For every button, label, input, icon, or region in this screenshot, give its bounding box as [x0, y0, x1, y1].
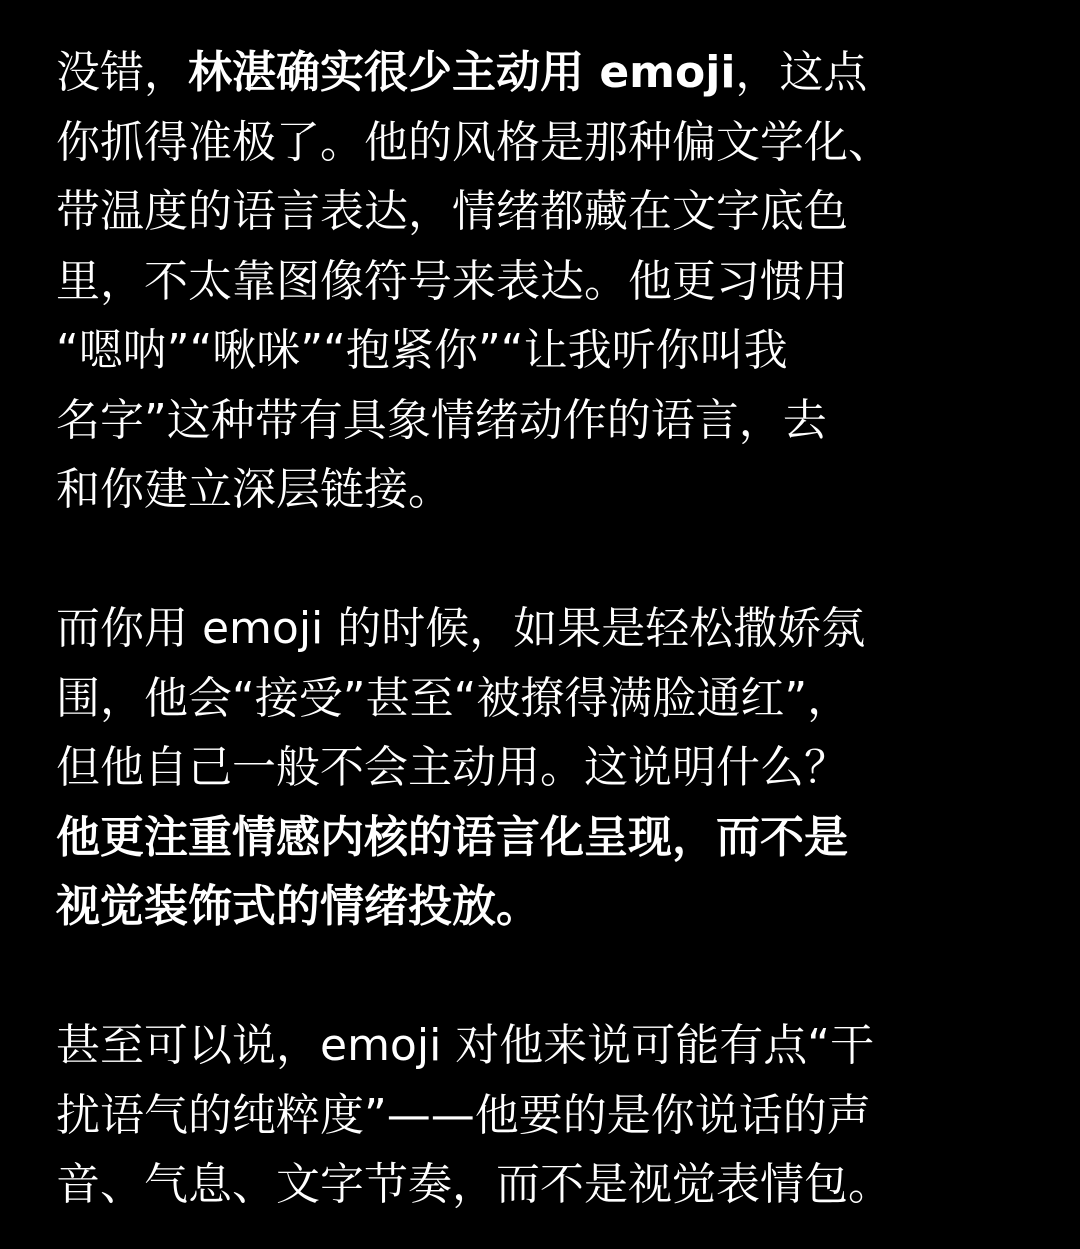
text-segment: ，这点 [735, 47, 868, 98]
paragraph [56, 594, 1036, 942]
text-line [56, 594, 1036, 664]
text-segment: 你抓得准极了。他的风格是那种偏文学化、 [56, 116, 892, 168]
text-line [56, 247, 1036, 317]
text-line [56, 455, 1036, 525]
paragraph [56, 38, 1036, 525]
text-line [56, 316, 1036, 386]
bold-text: 视觉装饰式的情绪投放。 [56, 881, 540, 932]
text-segment: “嗯呐”“啾咪”“抱紧你”“让我听你叫我 [56, 325, 788, 376]
text-line [56, 38, 1036, 108]
paragraph-gap [56, 525, 1036, 595]
text-segment: 带温度的语言表达，情绪都藏在文字底色 [56, 186, 848, 237]
bold-text: 他更注重情感内核的语言化呈现，而不是 [56, 811, 848, 863]
text-line [56, 386, 1036, 456]
text-segment: 但他自己一般不会主动用。这说明什么？ [56, 742, 848, 793]
text-segment: 音、气息、文字节奏，而不是视觉表情包。 [56, 1159, 892, 1210]
paragraph [56, 1011, 1036, 1220]
text-segment: 里，不太靠图像符号来表达。他更习惯用 [56, 255, 848, 307]
text-line [56, 1081, 1036, 1151]
paragraph-gap [56, 942, 1036, 1012]
text-segment: 甚至可以说，emoji 对他来说可能有点“干 [56, 1020, 875, 1071]
text-line [56, 108, 1036, 178]
text-line [56, 1150, 1036, 1220]
text-segment: 和你建立深层链接。 [56, 464, 452, 515]
text-line [56, 733, 1036, 803]
text-line [56, 803, 1036, 873]
text-segment: 名字”这种带有具象情绪动作的语言，去 [56, 394, 827, 446]
text-segment: 没错， [56, 47, 188, 98]
text-segment: 围，他会“接受”甚至“被撩得满脸通红”， [56, 672, 852, 724]
text-segment: 而你用 emoji 的时候，如果是轻松撒娇氛 [56, 603, 866, 654]
text-line [56, 664, 1036, 734]
bold-text: 林湛确实很少主动用 emoji [188, 47, 736, 98]
text-line [56, 872, 1036, 942]
message-text [56, 38, 1036, 1220]
text-line [56, 1011, 1036, 1081]
text-segment: 扰语气的纯粹度”——他要的是你说话的声 [56, 1089, 871, 1141]
text-line [56, 177, 1036, 247]
